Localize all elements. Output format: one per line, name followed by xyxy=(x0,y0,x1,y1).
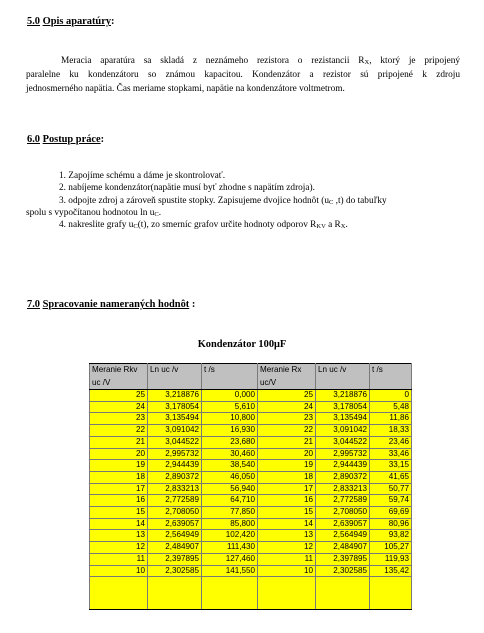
step-3-continuation xyxy=(26,207,460,219)
table-cell: 2,772589 xyxy=(316,495,370,507)
table-cell: 3,091042 xyxy=(316,425,370,437)
table-filler-row xyxy=(90,577,412,610)
step-1: 1. Zapojíme schému a dáme je skontrolovať. xyxy=(59,171,226,181)
table-cell: 2,995732 xyxy=(148,448,202,460)
table-cell: 19 xyxy=(258,460,316,472)
table-filler-cell xyxy=(148,577,202,610)
table-cell: 20 xyxy=(258,448,316,460)
table-cell: 2,944439 xyxy=(316,460,370,472)
table-cell: 80,96 xyxy=(370,518,412,530)
table-cell: 18 xyxy=(90,471,148,483)
header-ln-uc-1: Ln uc /v xyxy=(148,364,202,379)
step-2: 2. nabíjeme kondenzátor(napätie musí byť zhodne s napätím zdroja). xyxy=(59,183,315,194)
table-cell: 2,995732 xyxy=(316,448,370,460)
step-4-tail: . xyxy=(345,220,348,231)
table-cell: 2,639057 xyxy=(316,518,370,530)
table-cell: 102,420 xyxy=(202,530,258,542)
table-cell: 85,800 xyxy=(202,518,258,530)
table-cell: 69,69 xyxy=(370,507,412,519)
table-cell: 3,044522 xyxy=(316,436,370,448)
section-6-heading xyxy=(27,134,104,145)
table-cell: 135,42 xyxy=(370,565,412,577)
header-blank-2 xyxy=(202,378,258,390)
step-3 xyxy=(26,195,460,207)
table-cell: 2,564949 xyxy=(316,530,370,542)
table-filler-cell xyxy=(202,577,258,610)
table-cell: 22 xyxy=(258,425,316,437)
table-cell: 17 xyxy=(258,483,316,495)
table-cell: 10 xyxy=(90,565,148,577)
table-cell: 25 xyxy=(258,390,316,402)
table-cell: 3,218876 xyxy=(148,390,202,402)
rkv-subscript: KV xyxy=(316,223,326,231)
table-row xyxy=(90,390,412,402)
table-cell: 18,33 xyxy=(370,425,412,437)
table-cell: 11 xyxy=(258,553,316,565)
measurement-table xyxy=(89,363,412,610)
section-6-colon: : xyxy=(100,134,105,145)
table-cell: 18 xyxy=(258,471,316,483)
table-cell: 2,302585 xyxy=(148,565,202,577)
section-6-title: Postup práce xyxy=(42,134,101,145)
table-row xyxy=(90,460,412,472)
table-cell: 0 xyxy=(370,390,412,402)
table-cell: 2,564949 xyxy=(148,530,202,542)
section-5-line-1-tail: , ktorý je pripojený xyxy=(369,56,460,66)
table-cell: 16 xyxy=(90,495,148,507)
table-cell: 23 xyxy=(90,413,148,425)
table-cell: 2,890372 xyxy=(148,471,202,483)
table-row xyxy=(90,495,412,507)
table-cell: 2,944439 xyxy=(148,460,202,472)
table-cell: 23,46 xyxy=(370,436,412,448)
section-5-line-1-text: Meracia aparatúra sa skladá z neznámeho rezistora o rezistancii R xyxy=(61,56,365,66)
header-meranie-rkv: Meranie Rkv xyxy=(90,364,148,379)
table-cell: 41,65 xyxy=(370,471,412,483)
header-blank-1 xyxy=(148,378,202,390)
header-meranie-rx: Meranie Rx xyxy=(258,364,316,379)
table-cell: 2,639057 xyxy=(148,518,202,530)
table-cell: 15 xyxy=(90,507,148,519)
table-header-row-1 xyxy=(90,364,412,379)
header-blank-3 xyxy=(316,378,370,390)
table-cell: 25 xyxy=(90,390,148,402)
table-cell: 24 xyxy=(258,401,316,413)
table-row xyxy=(90,553,412,565)
rx-subscript-2: X xyxy=(340,223,346,231)
section-5-colon: : xyxy=(111,16,115,27)
header-blank-4 xyxy=(370,378,412,390)
table-cell: 16 xyxy=(258,495,316,507)
table-cell: 3,091042 xyxy=(148,425,202,437)
section-5-title: Opis aparatúry xyxy=(42,16,112,27)
table-cell: 21 xyxy=(258,436,316,448)
section-7-title: Spracovanie nameraných hodnôt xyxy=(42,299,190,310)
section-6-number: 6.0 xyxy=(27,134,40,145)
table-row xyxy=(90,483,412,495)
step-3-tail: ,t) do tabuľky xyxy=(333,195,387,206)
table-cell: 10,800 xyxy=(202,413,258,425)
table-filler-cell xyxy=(370,577,412,610)
step-3-continuation-text: spolu s vypočítanou hodnotou ln u xyxy=(26,207,155,218)
table-cell: 19 xyxy=(90,460,148,472)
table-cell: 5,48 xyxy=(370,401,412,413)
table-row xyxy=(90,401,412,413)
table-cell: 2,708050 xyxy=(316,507,370,519)
table-cell: 105,27 xyxy=(370,542,412,554)
table-cell: 11,86 xyxy=(370,413,412,425)
table-cell: 56,940 xyxy=(202,483,258,495)
table-header-row-2 xyxy=(90,378,412,390)
table-cell: 93,82 xyxy=(370,530,412,542)
table-cell: 3,218876 xyxy=(316,390,370,402)
table-row xyxy=(90,436,412,448)
table-cell: 0,000 xyxy=(202,390,258,402)
table-row xyxy=(90,425,412,437)
table-cell: 2,833213 xyxy=(316,483,370,495)
step-4-and: a R xyxy=(325,220,341,231)
table-row xyxy=(90,530,412,542)
section-5-line-3: jednosmerného napätia. Čas meriame stopkami, napätie na kondenzátore voltmetrom. xyxy=(26,84,345,94)
table-cell: 2,833213 xyxy=(148,483,202,495)
section-5-line-2: paralelne ku kondenzátoru so známou kapacitou. Kondenzátor a rezistor sú pripojené k zdroju xyxy=(26,70,460,80)
table-row xyxy=(90,448,412,460)
table-cell: 119,93 xyxy=(370,553,412,565)
header-uc-v-1: uc /V xyxy=(90,378,148,390)
table-title: Kondenzátor 100μF xyxy=(197,339,287,350)
table-cell: 2,708050 xyxy=(148,507,202,519)
table-cell: 38,540 xyxy=(202,460,258,472)
step-3-text: 3. odpojte zdroj a zároveň spustite stopky. Zapisujeme dvojice hodnôt (u xyxy=(59,195,329,206)
table-filler-cell xyxy=(258,577,316,610)
uc-subscript-3: C xyxy=(133,223,138,231)
step-3-continuation-tail: . xyxy=(158,207,162,218)
table-cell: 30,460 xyxy=(202,448,258,460)
table-cell: 12 xyxy=(258,542,316,554)
table-cell: 2,484907 xyxy=(148,542,202,554)
table-cell: 17 xyxy=(90,483,148,495)
table-cell: 20 xyxy=(90,448,148,460)
step-4-text: 4. nakreslite grafy u xyxy=(59,220,134,231)
table-cell: 2,302585 xyxy=(316,565,370,577)
header-ln-uc-2: Ln uc /v xyxy=(316,364,370,379)
procedure-steps xyxy=(26,170,460,231)
table-row xyxy=(90,518,412,530)
table-cell: 3,135494 xyxy=(148,413,202,425)
section-7-colon: : xyxy=(189,299,196,310)
header-t-2: t /s xyxy=(370,364,412,379)
table-cell: 16,930 xyxy=(202,425,258,437)
table-cell: 14 xyxy=(90,518,148,530)
table-cell: 50,77 xyxy=(370,483,412,495)
section-5-line-1 xyxy=(26,54,460,68)
step-4-mid: (t), zo smerníc grafov určite hodnoty odporov R xyxy=(137,220,317,231)
section-7-heading xyxy=(27,299,195,310)
table-cell: 23,680 xyxy=(202,436,258,448)
table-cell: 22 xyxy=(90,425,148,437)
table-cell: 59,74 xyxy=(370,495,412,507)
table-cell: 12 xyxy=(90,542,148,554)
table-cell: 23 xyxy=(258,413,316,425)
table-row xyxy=(90,471,412,483)
table-row xyxy=(90,507,412,519)
section-5-paragraph xyxy=(26,54,460,96)
header-t-1: t /s xyxy=(202,364,258,379)
section-5-heading xyxy=(27,16,115,27)
table-row xyxy=(90,542,412,554)
table-cell: 127,460 xyxy=(202,553,258,565)
table-cell: 5,610 xyxy=(202,401,258,413)
table-cell: 15 xyxy=(258,507,316,519)
table-cell: 77,850 xyxy=(202,507,258,519)
table-cell: 3,178054 xyxy=(148,401,202,413)
table-filler-cell xyxy=(90,577,148,610)
table-cell: 2,397895 xyxy=(316,553,370,565)
table-cell: 21 xyxy=(90,436,148,448)
table-cell: 64,710 xyxy=(202,495,258,507)
table-cell: 3,044522 xyxy=(148,436,202,448)
table-cell: 2,772589 xyxy=(148,495,202,507)
table-row xyxy=(90,565,412,577)
table-cell: 2,484907 xyxy=(316,542,370,554)
table-cell: 13 xyxy=(258,530,316,542)
table-cell: 11 xyxy=(90,553,148,565)
table-cell: 3,135494 xyxy=(316,413,370,425)
table-cell: 10 xyxy=(258,565,316,577)
rx-subscript: X xyxy=(364,59,370,66)
table-cell: 2,890372 xyxy=(316,471,370,483)
table-filler-cell xyxy=(316,577,370,610)
step-4 xyxy=(26,219,460,231)
table-cell: 13 xyxy=(90,530,148,542)
uc-subscript: C xyxy=(328,198,334,206)
table-cell: 141,550 xyxy=(202,565,258,577)
table-cell: 33,46 xyxy=(370,448,412,460)
table-cell: 14 xyxy=(258,518,316,530)
table-cell: 46,050 xyxy=(202,471,258,483)
table-cell: 2,397895 xyxy=(148,553,202,565)
table-cell: 24 xyxy=(90,401,148,413)
header-uc-v-2: uc/V xyxy=(258,378,316,390)
table-cell: 33,15 xyxy=(370,460,412,472)
uc-subscript-2: C xyxy=(154,210,159,218)
section-5-number: 5.0 xyxy=(27,16,40,27)
table-cell: 3,178054 xyxy=(316,401,370,413)
table-row xyxy=(90,413,412,425)
table-cell: 111,430 xyxy=(202,542,258,554)
section-7-number: 7.0 xyxy=(27,299,40,310)
